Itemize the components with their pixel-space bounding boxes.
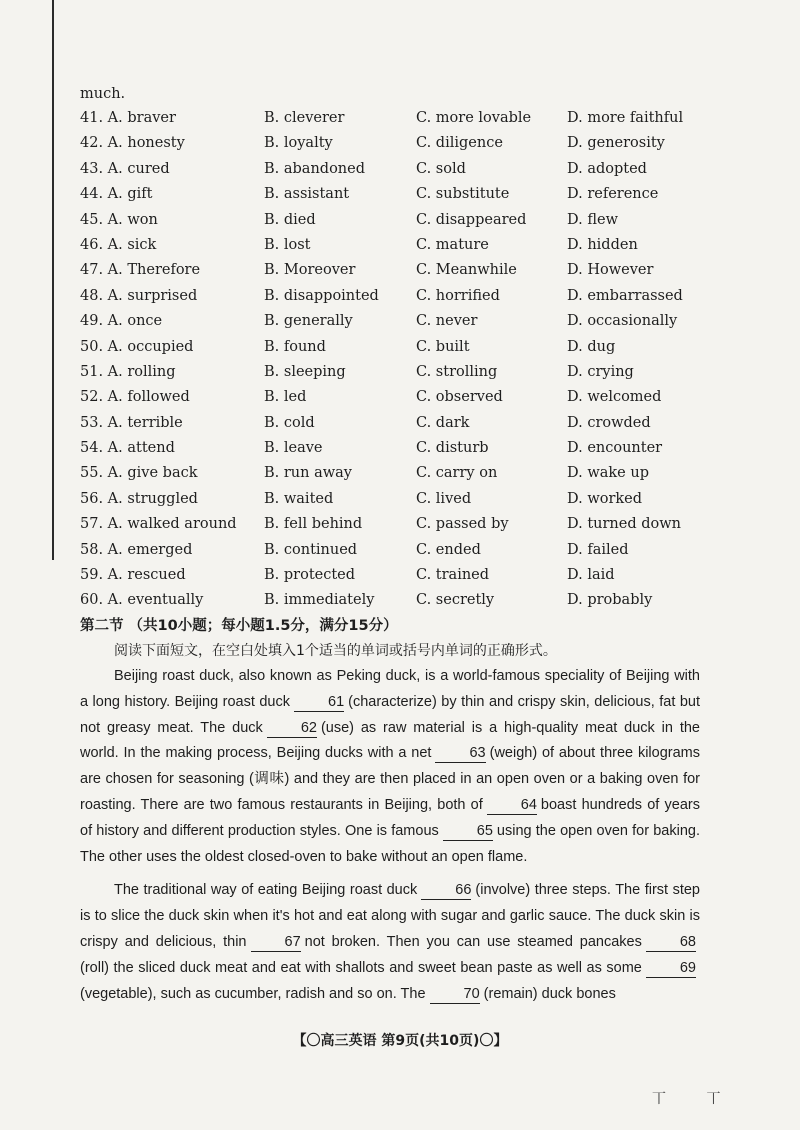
option-row	[80, 309, 720, 334]
option-c: C. ended	[416, 541, 481, 558]
option-row	[80, 588, 720, 613]
option-a: 54. A. attend	[80, 440, 175, 457]
cloze-options-list	[80, 106, 720, 614]
option-b: B. immediately	[264, 592, 375, 609]
option-d: D. worked	[567, 490, 643, 507]
option-d: D. crying	[567, 363, 634, 380]
option-c: C. horrified	[416, 287, 500, 304]
option-a: 43. A. cured	[80, 160, 170, 177]
option-a: 53. A. terrible	[80, 414, 183, 431]
blank-68: 68	[646, 933, 696, 952]
option-d: D. However	[567, 262, 654, 279]
option-row	[80, 157, 720, 182]
option-a: 58. A. emerged	[80, 541, 193, 558]
option-c: C. trained	[416, 567, 490, 584]
option-c: C. diligence	[416, 135, 503, 152]
option-c: C. disappeared	[416, 211, 527, 228]
option-a: 42. A. honesty	[80, 135, 185, 152]
option-a: 49. A. once	[80, 313, 163, 330]
option-c: C. observed	[416, 389, 503, 406]
option-c: C. Meanwhile	[416, 262, 517, 279]
option-d: D. reference	[567, 186, 659, 203]
option-d: D. failed	[567, 541, 629, 558]
option-b: B. found	[264, 338, 326, 355]
option-a: 47. A. Therefore	[80, 262, 201, 279]
option-c: C. lived	[416, 490, 472, 507]
binding-line	[52, 0, 54, 560]
option-d: D. wake up	[567, 465, 649, 482]
option-a: 48. A. surprised	[80, 287, 198, 304]
option-b: B. continued	[264, 541, 358, 558]
option-b: B. disappointed	[264, 287, 379, 304]
option-b: B. protected	[264, 567, 356, 584]
blank-70: 70	[430, 985, 480, 1004]
option-a: 59. A. rescued	[80, 567, 186, 584]
option-row	[80, 487, 720, 512]
option-row	[80, 284, 720, 309]
option-row	[80, 411, 720, 436]
option-a: 52. A. followed	[80, 389, 190, 406]
option-a: 46. A. sick	[80, 236, 157, 253]
option-b: B. cold	[264, 414, 315, 431]
passage-paragraph-2: The traditional way of eating Beijing roast duck 66 (involve) three steps. The first step is to slice the duck skin when it's hot and eat along with sugar and garlic sauce. The duck skin is crispy and delicious, thin 67 not broken. Then you can use steamed pancakes 68(roll) the sliced duck meat and eat with shallots and sweet bean paste as well as some 69(vegetable), such as cucumber, radish and so on. The 70 (remain) duck bones	[80, 882, 700, 1002]
passage-paragraph-1: Beijing roast duck, also known as Peking duck, is a world-famous speciality of Beijing with a long history. Beijing roast duck 61 (characterize) by thin and crispy skin, delicious, fat but not greasy meat. The duck 62 (use) as raw material is a high-quality meat duck in the world. In the making process, Beijing ducks with a net 63 (weigh) of about three kilograms are chosen for seasoning (调味) and they are then placed in an open oven or a baking oven for roasting. There are two famous restaurants in Beijing, both of 64 boast hundreds of years of history and different production styles. One is famous 65 using the open oven for baking. The other uses the oldest closed-oven to bake without an open flame.	[80, 668, 701, 865]
option-d: D. dug	[567, 338, 616, 355]
option-d: D. laid	[567, 567, 615, 584]
blank-65: 65	[443, 822, 493, 841]
option-c: C. substitute	[416, 186, 510, 203]
option-row	[80, 436, 720, 461]
blank-64: 64	[487, 796, 537, 815]
option-row	[80, 182, 720, 207]
option-a: 44. A. gift	[80, 186, 153, 203]
option-d: D. turned down	[567, 516, 681, 533]
section-instruction: 阅读下面短文，在空白处填入1个适当的单词或括号内单词的正确形式。	[114, 643, 557, 659]
option-row	[80, 131, 720, 156]
option-a: 50. A. occupied	[80, 338, 194, 355]
option-row	[80, 563, 720, 588]
option-row	[80, 512, 720, 537]
option-row	[80, 538, 720, 563]
option-b: B. sleeping	[264, 363, 346, 380]
option-b: B. led	[264, 389, 307, 406]
option-row	[80, 335, 720, 360]
option-d: D. probably	[567, 592, 653, 609]
blank-67: 67	[251, 933, 301, 952]
blank-66: 66	[421, 881, 471, 900]
option-d: D. more faithful	[567, 110, 684, 126]
blank-63: 63	[435, 744, 485, 763]
option-c: C. built	[416, 338, 470, 355]
option-d: D. crowded	[567, 414, 651, 431]
option-b: B. leave	[264, 440, 323, 457]
option-c: C. carry on	[416, 465, 498, 482]
option-b: B. abandoned	[264, 160, 365, 177]
option-b: B. generally	[264, 313, 353, 330]
option-d: D. hidden	[567, 236, 638, 253]
page-footer: 【〇高三英语 第9页(共10页)〇】	[292, 1033, 508, 1049]
option-d: D. generosity	[567, 135, 665, 152]
option-d: D. embarrassed	[567, 287, 683, 304]
option-a: 56. A. struggled	[80, 490, 198, 507]
option-b: B. lost	[264, 236, 311, 253]
previous-passage-fragment: much.	[80, 86, 126, 102]
option-d: D. adopted	[567, 160, 647, 177]
blank-69: 69	[646, 959, 696, 978]
option-b: B. cleverer	[264, 110, 345, 126]
option-a: 45. A. won	[80, 211, 158, 228]
section-heading: 第二节 （共10小题；每小题1.5分，满分15分）	[80, 618, 398, 634]
corner-marks: 丅 丅	[652, 1091, 739, 1107]
option-c: C. mature	[416, 236, 489, 253]
option-b: B. assistant	[264, 186, 350, 203]
option-row	[80, 360, 720, 385]
option-a: 55. A. give back	[80, 465, 198, 482]
option-a: 57. A. walked around	[80, 516, 237, 533]
option-c: C. dark	[416, 414, 470, 431]
option-a: 51. A. rolling	[80, 363, 176, 380]
option-d: D. welcomed	[567, 389, 662, 406]
option-d: D. occasionally	[567, 313, 678, 330]
option-row	[80, 385, 720, 410]
option-c: C. passed by	[416, 516, 509, 533]
option-b: B. run away	[264, 465, 352, 482]
option-row	[80, 208, 720, 233]
grammar-fill-passage	[80, 664, 700, 1007]
option-c: C. sold	[416, 160, 466, 177]
option-d: D. encounter	[567, 440, 663, 457]
option-b: B. died	[264, 211, 316, 228]
option-b: B. loyalty	[264, 135, 333, 152]
option-a: 60. A. eventually	[80, 592, 204, 609]
option-c: C. never	[416, 313, 478, 330]
option-a: 41. A. braver	[80, 110, 176, 126]
blank-62: 62	[267, 719, 317, 738]
option-row	[80, 106, 720, 131]
blank-61: 61	[294, 693, 344, 712]
option-c: C. secretly	[416, 592, 495, 609]
option-row	[80, 258, 720, 283]
option-b: B. waited	[264, 490, 334, 507]
option-b: B. Moreover	[264, 262, 356, 279]
option-row	[80, 233, 720, 258]
option-row	[80, 461, 720, 486]
option-d: D. flew	[567, 211, 618, 228]
option-c: C. strolling	[416, 363, 498, 380]
option-c: C. more lovable	[416, 110, 532, 126]
option-b: B. fell behind	[264, 516, 363, 533]
option-c: C. disturb	[416, 440, 489, 457]
